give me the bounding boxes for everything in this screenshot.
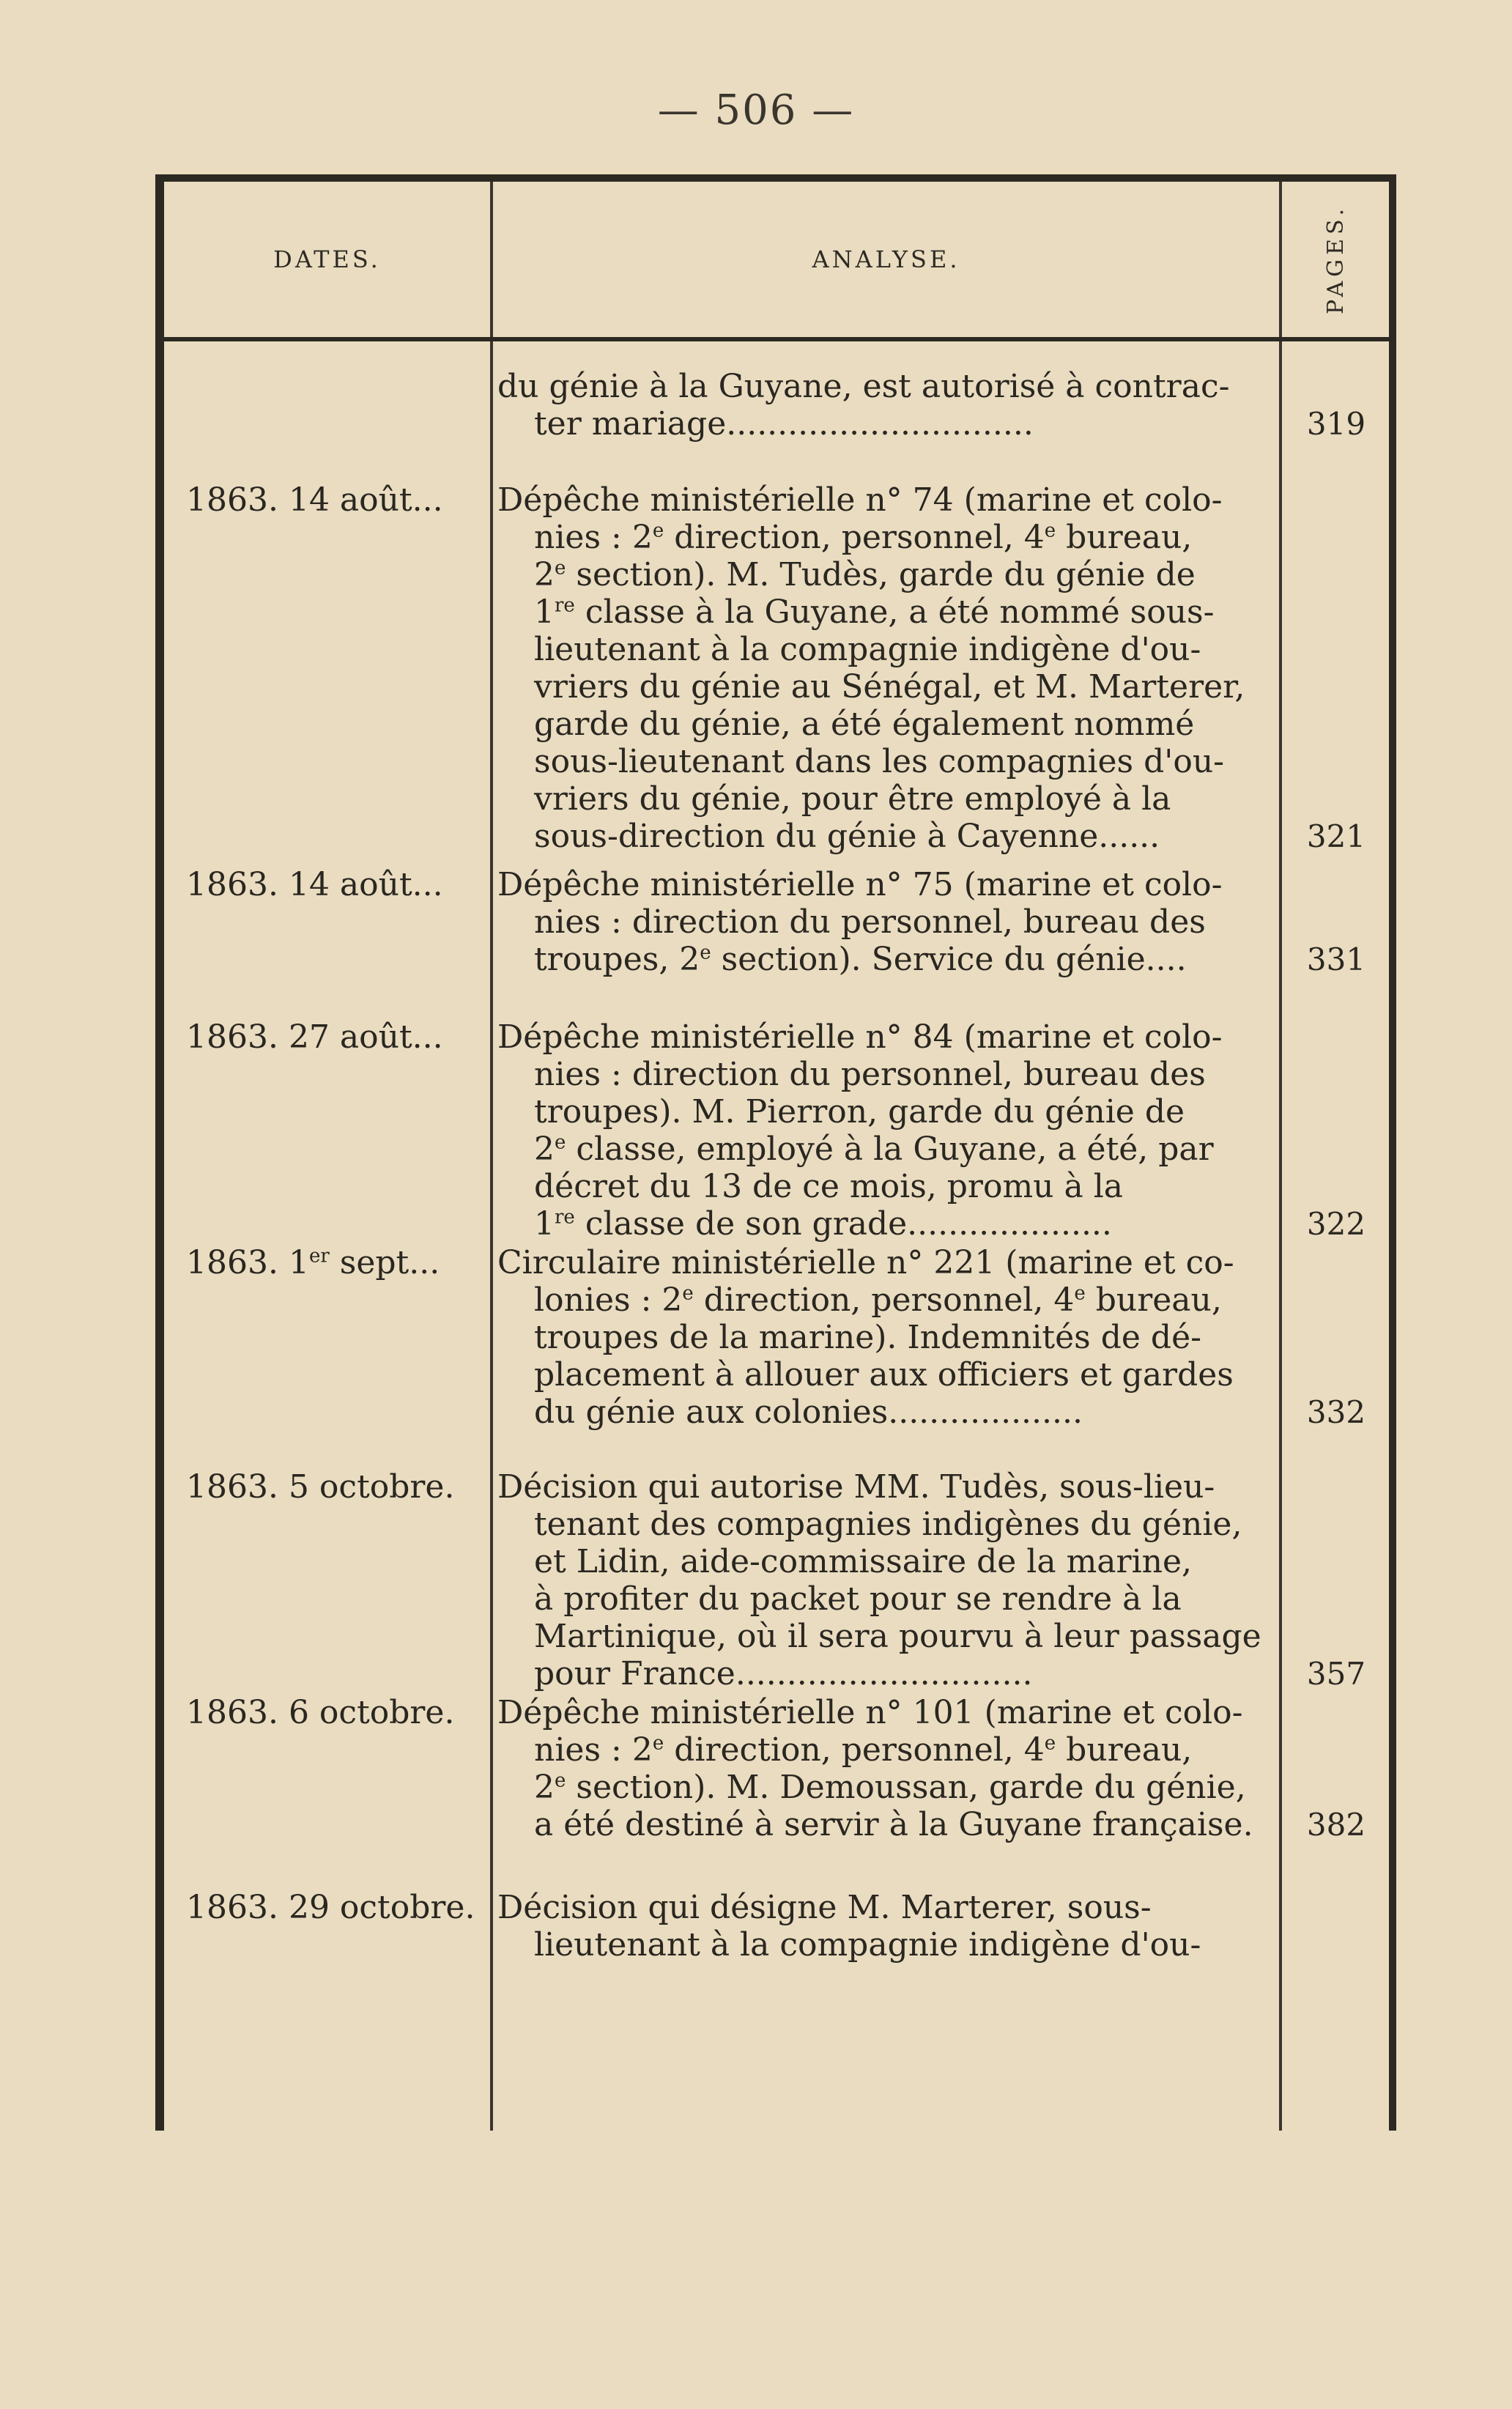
analysis-line: lonies : 2e direction, personnel, 4e bureau, (534, 1281, 1222, 1319)
row-date: 1863. 14 août... (186, 481, 443, 519)
analysis-line: lieutenant à la compagnie indigène d'ou- (534, 631, 1201, 668)
row-analysis (497, 1694, 1424, 1843)
analysis-line: vriers du génie, pour être employé à la (534, 780, 1171, 818)
header-analyse: ANALYSE. (812, 245, 960, 273)
row-date: 1863. 27 août... (186, 1018, 443, 1056)
row-date: 1863. 14 août... (186, 866, 443, 903)
row-analysis (497, 481, 1424, 855)
row-page-ref: 322 (1306, 1206, 1366, 1242)
analysis-line: vriers du génie au Sénégal, et M. Marterer, (534, 668, 1245, 706)
analysis-line: Dépêche ministérielle n° 84 (marine et colo- (497, 1018, 1223, 1056)
row-date: 1863. 1er sept... (186, 1244, 440, 1281)
analysis-line: Martinique, où il sera pourvu à leur passage (534, 1618, 1261, 1655)
analysis-line: lieutenant à la compagnie indigène d'ou- (534, 1926, 1201, 1964)
analysis-line: Circulaire ministérielle n° 221 (marine et co- (497, 1244, 1234, 1281)
analysis-line: 2e section). M. Tudès, garde du génie de (534, 556, 1196, 593)
analysis-line: sous-direction du génie à Cayenne...... (534, 818, 1160, 855)
analysis-line: et Lidin, aide-commissaire de la marine, (534, 1543, 1193, 1580)
row-page-ref: 319 (1306, 406, 1366, 442)
analysis-line: a été destiné à servir à la Guyane française. (534, 1806, 1253, 1843)
row-analysis (497, 1889, 1424, 1964)
table-header (164, 182, 1389, 341)
analysis-line: placement à allouer aux officiers et gardes (534, 1356, 1234, 1394)
analysis-line: pour France............................. (534, 1655, 1033, 1692)
analysis-line: Dépêche ministérielle n° 74 (marine et colo- (497, 481, 1223, 519)
row-date: 1863. 6 octobre. (186, 1694, 455, 1731)
register-table (155, 174, 1396, 2131)
page-number: — 506 — (657, 86, 855, 134)
analysis-line: garde du génie, a été également nommé (534, 706, 1195, 743)
row-analysis (497, 1244, 1424, 1431)
analysis-line: troupes de la marine). Indemnités de dé- (534, 1319, 1201, 1356)
row-page-ref: 331 (1306, 941, 1366, 977)
analysis-line: sous-lieutenant dans les compagnies d'ou- (534, 743, 1225, 780)
row-date: 1863. 5 octobre. (186, 1468, 455, 1506)
row-page-ref: 321 (1306, 818, 1366, 854)
analysis-line: troupes, 2e section). Service du génie.... (534, 941, 1187, 978)
row-page-ref: 357 (1306, 1656, 1366, 1692)
row-date: 1863. 29 octobre. (186, 1889, 475, 1926)
analysis-line: Dépêche ministérielle n° 75 (marine et colo- (497, 866, 1223, 903)
analysis-line: 1re classe de son grade.................... (534, 1205, 1112, 1243)
analysis-line: Dépêche ministérielle n° 101 (marine et colo- (497, 1694, 1243, 1731)
analysis-line: ter mariage.............................. (534, 405, 1034, 443)
analysis-line: décret du 13 de ce mois, promu à la (534, 1168, 1124, 1205)
row-analysis (497, 866, 1424, 978)
analysis-line: troupes). M. Pierron, garde du génie de (534, 1093, 1185, 1131)
column-divider-dates (490, 182, 493, 2131)
analysis-line: nies : direction du personnel, bureau des (534, 903, 1206, 941)
row-page-ref: 332 (1306, 1394, 1366, 1430)
analysis-line: Décision qui désigne M. Marterer, sous- (497, 1889, 1152, 1926)
analysis-line: 2e section). M. Demoussan, garde du génie, (534, 1769, 1246, 1806)
header-dates: DATES. (273, 245, 381, 273)
analysis-line: nies : 2e direction, personnel, 4e bureau, (534, 519, 1193, 556)
header-pages (1282, 182, 1389, 337)
analysis-line: Décision qui autorise MM. Tudès, sous-lieu- (497, 1468, 1215, 1506)
header-pages-label: PAGES. (1322, 204, 1349, 314)
analysis-line: 2e classe, employé à la Guyane, a été, par (534, 1131, 1214, 1168)
analysis-line: nies : 2e direction, personnel, 4e bureau, (534, 1731, 1193, 1769)
analysis-line: du génie aux colonies................... (534, 1394, 1083, 1431)
analysis-line: 1re classe à la Guyane, a été nommé sous- (534, 593, 1215, 631)
row-analysis (497, 1468, 1424, 1692)
row-page-ref: 382 (1306, 1807, 1366, 1843)
analysis-line: à profiter du packet pour se rendre à la (534, 1580, 1182, 1618)
analysis-line: nies : direction du personnel, bureau des (534, 1056, 1206, 1093)
row-analysis (497, 1018, 1424, 1243)
analysis-line: tenant des compagnies indigènes du génie, (534, 1506, 1242, 1543)
row-analysis (497, 368, 1424, 443)
analysis-line: du génie à la Guyane, est autorisé à contrac- (497, 368, 1230, 405)
